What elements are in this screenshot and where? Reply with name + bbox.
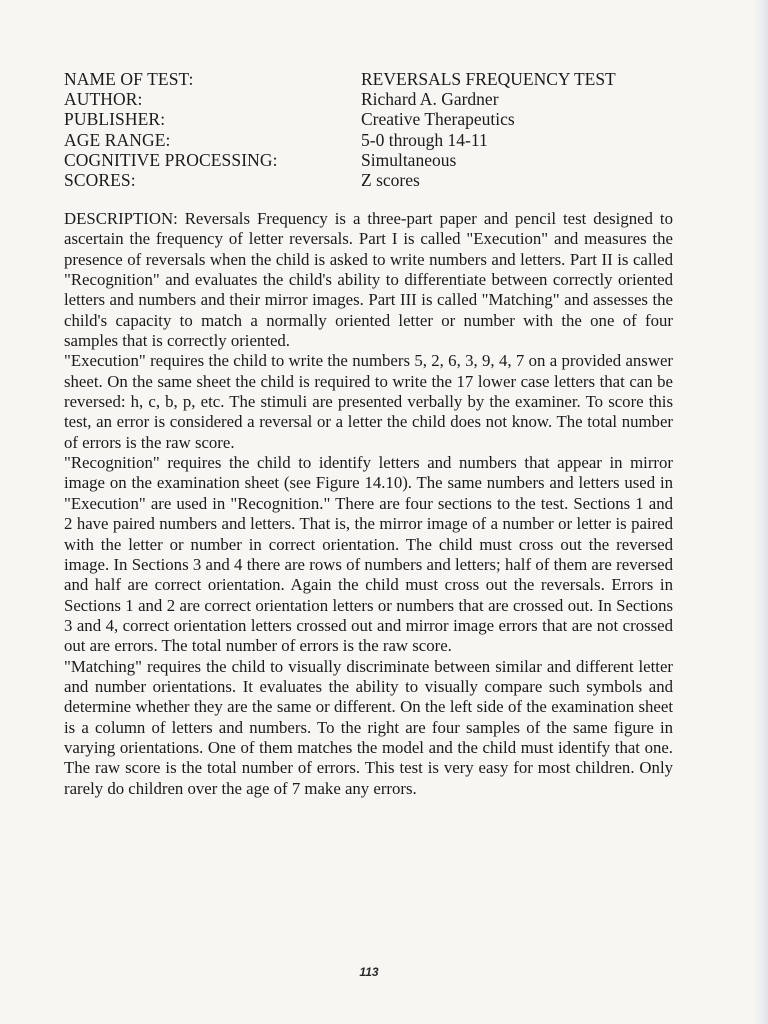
info-value: Simultaneous: [361, 149, 457, 170]
test-info-table: [64, 69, 701, 190]
info-value: Creative Therapeutics: [361, 109, 515, 130]
paragraph-matching: "Matching" requires the child to visually discriminate between similar and different letter and number orientations. It evaluates the ability to visually compare such symbols and determine whether they are the same or different. On the left side of the examination sheet is a column of letters and numbers. To the right are four samples of the same figure in varying orientations. One of them matches the model and the child must identify that one. The raw score is the total number of errors. This test is very easy for most children. Only rarely do children over the age of 7 make any errors.: [64, 656, 673, 798]
paragraph-execution: "Execution" requires the child to write the numbers 5, 2, 6, 3, 9, 4, 7 on a provided answer sheet. On the same sheet the child is required to write the 17 lower case letters that can be reversed: h, c, b, p, etc. The stimuli are presented verbally by the examiner. To score this test, an error is considered a reversal or a letter the child does not know. The total number of errors is the raw score.: [64, 351, 673, 452]
paragraph-recognition: "Recognition" requires the child to identify letters and numbers that appear in mirror image on the examination sheet (see Figure 14.10). The same numbers and letters used in "Execution" are used in "Recognition." There are four sections to the test. Sections 1 and 2 have paired numbers and letters. That is, the mirror image of a number or letter is paired with the letter or number in correct orientation. The child must cross out the reversed image. In Sections 3 and 4 there are rows of numbers and letters; half of them are reversed and half are correct orientation. Again the child must cross out the reversals. Errors in Sections 1 and 2 are correct orientation letters or numbers that are crossed out. In Sections 3 and 4, correct orientation letters crossed out and mirror image errors that are not crossed out are errors. The total number of errors is the raw score.: [64, 453, 673, 656]
info-row-scores: [64, 170, 701, 190]
info-row-author: [64, 89, 701, 109]
paragraph-description: DESCRIPTION: Reversals Frequency is a three-part paper and pencil test designed to ascertain the frequency of letter reversals. Part I is called "Execution" and measures the presence of reversals when the child is asked to write numbers and letters. Part II is called "Recognition" and evaluates the child's ability to differentiate between correctly oriented letters and numbers and their mirror images. Part III is called "Matching" and assesses the child's capacity to match a normally oriented letter or number with the one of four samples that is correctly oriented.: [64, 209, 673, 351]
page-number: 113: [359, 965, 379, 979]
description-body: [64, 209, 673, 799]
info-row-age-range: [64, 130, 701, 150]
info-value: Richard A. Gardner: [361, 89, 499, 110]
info-value: 5-0 through 14-11: [361, 129, 488, 150]
info-label: SCORES:: [64, 170, 136, 191]
info-label: AUTHOR:: [64, 89, 143, 110]
info-label: COGNITIVE PROCESSING:: [64, 149, 278, 170]
info-row-cognitive-processing: [64, 150, 701, 170]
info-row-name-of-test: [64, 69, 701, 89]
info-value: REVERSALS FREQUENCY TEST: [361, 69, 616, 89]
page-edge-shadow: [754, 0, 768, 1024]
info-label: AGE RANGE:: [64, 129, 171, 150]
info-row-publisher: [64, 109, 701, 129]
info-label: NAME OF TEST:: [64, 69, 194, 89]
info-value: Z scores: [361, 170, 420, 191]
info-label: PUBLISHER:: [64, 109, 166, 130]
